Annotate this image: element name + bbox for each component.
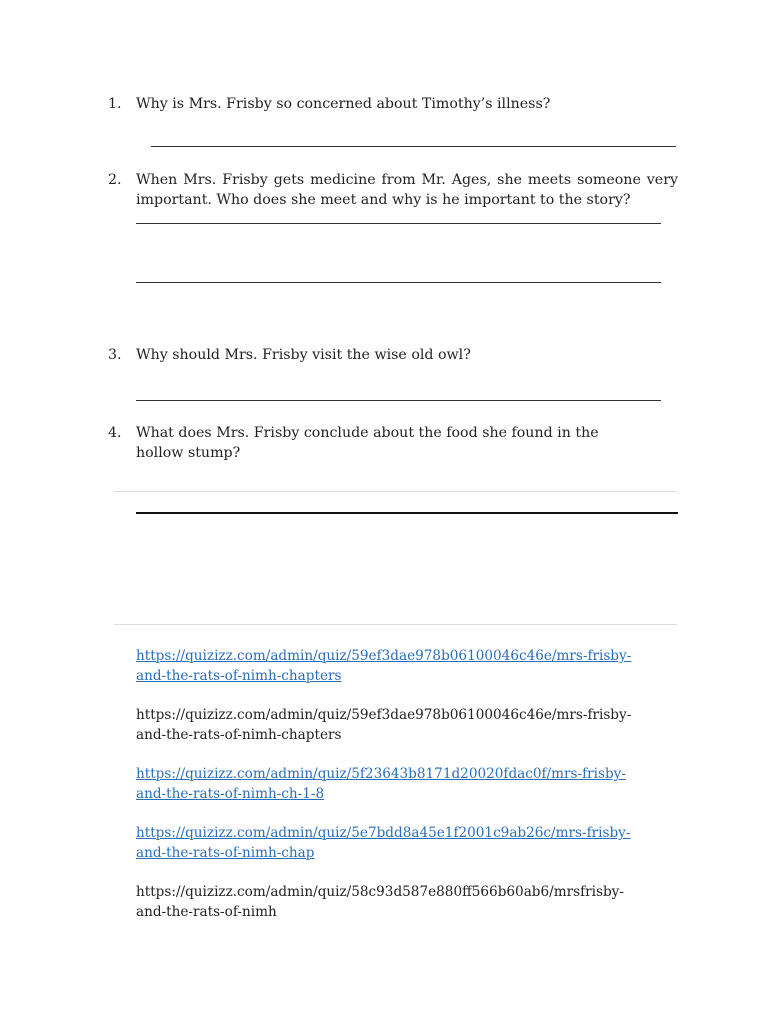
question-text: Why is Mrs. Frisby so concerned about Timothy’s illness?	[136, 96, 551, 112]
question-1	[108, 94, 678, 114]
answer-line-2b	[136, 282, 661, 283]
quiz-url-text-5: https://quizizz.com/admin/quiz/58c93d587e880ff566b60ab6/mrsfrisby- and-the-rats-of-nimh	[136, 884, 624, 920]
answer-line-3	[136, 400, 661, 401]
question-2	[108, 170, 678, 210]
question-number: 4.	[108, 425, 122, 441]
quiz-link-4[interactable]: https://quizizz.com/admin/quiz/5e7bdd8a45e1f2001c9ab26c/mrs-frisby- and-the-rats-of-nimh-chap	[136, 825, 631, 861]
question-text: What does Mrs. Frisby conclude about the food she found in the hollow stump?	[136, 425, 599, 461]
answer-line-4	[136, 512, 678, 514]
question-number: 3.	[108, 347, 122, 363]
question-number: 1.	[108, 96, 122, 112]
answer-line-1	[151, 146, 676, 147]
divider-bottom	[114, 624, 677, 625]
quiz-url-text-2: https://quizizz.com/admin/quiz/59ef3dae978b06100046c46e/mrs-frisby- and-the-rats-of-nimh-chapters	[136, 707, 632, 743]
question-text: When Mrs. Frisby gets medicine from Mr. Ages, she meets someone very important. Who does she meet and why is he important to the story?	[136, 172, 678, 208]
answer-line-2a	[136, 223, 661, 224]
quiz-link-1[interactable]: https://quizizz.com/admin/quiz/59ef3dae978b06100046c46e/mrs-frisby- and-the-rats-of-nimh-chapters	[136, 648, 632, 684]
quiz-link-3[interactable]: https://quizizz.com/admin/quiz/5f23643b8171d20020fdac0f/mrs-frisby- and-the-rats-of-nimh-ch-1-8	[136, 766, 626, 802]
question-number: 2.	[108, 172, 122, 188]
question-text: Why should Mrs. Frisby visit the wise old owl?	[136, 347, 471, 363]
divider-top	[114, 491, 677, 492]
question-4	[108, 423, 678, 463]
question-3	[108, 345, 678, 365]
